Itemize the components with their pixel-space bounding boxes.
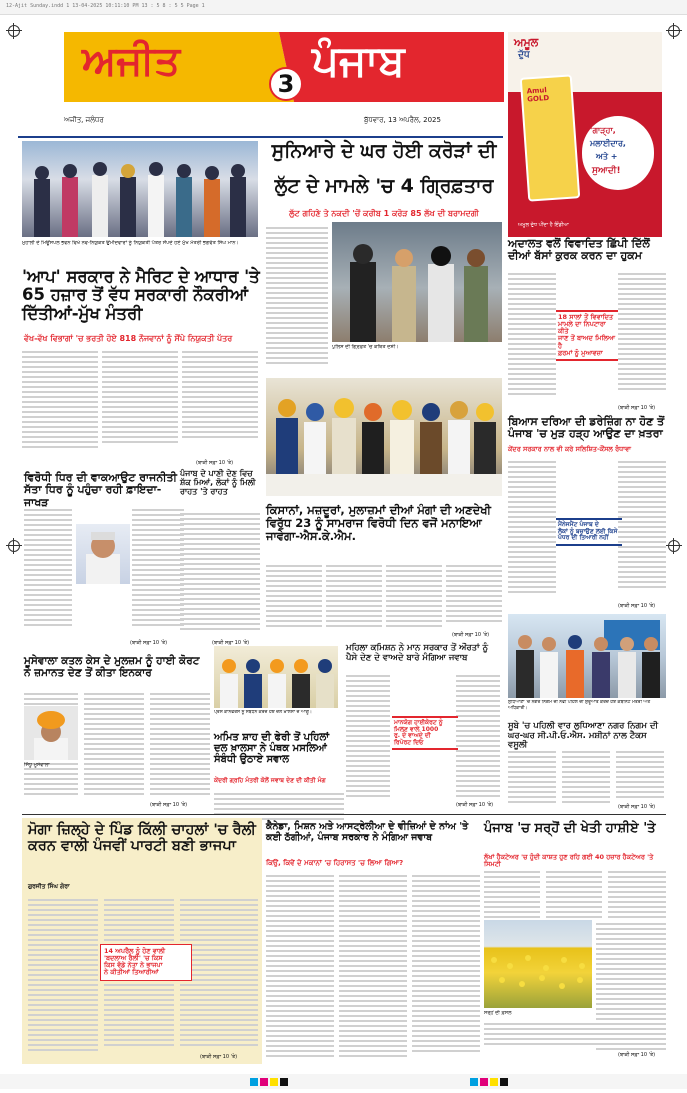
milk-pack-image — [520, 74, 581, 201]
moosewala-caption: ਸਿੱਧੂ ਮੂਸੇਵਾਲਾ — [24, 762, 50, 768]
headline-robbery-2: ਲੁੱਟ ਦੇ ਮਾਮਲੇ 'ਚ 4 ਗ੍ਰਿਫ਼ਤਾਰ — [274, 175, 494, 197]
pullquote-moga — [100, 944, 192, 981]
ad-brand-sub: ਦੁੱਧ — [518, 50, 530, 60]
body-mustard-bottom — [484, 1020, 666, 1048]
cont-court: (ਬਾਕੀ ਸਫ਼ਾ 10 'ਤੇ) — [618, 405, 656, 411]
colour-swatches — [0, 1074, 687, 1089]
amul-advertisement[interactable] — [508, 32, 662, 237]
headline-ludhiana: ਸੂਬੇ 'ਚ ਪਹਿਲੀ ਵਾਰ ਲੁਧਿਆਣਾ ਨਗਰ ਨਿਗਮ ਦੀ ਘਰ-ਘਰ ਸੀ.ਪੀ.ਓ.ਐਸ. ਮਸ਼ੀਨਾਂ ਨਾਲ ਟੈਕਸ ਵਸੂਲੀ — [508, 721, 659, 751]
cont-women: (ਬਾਕੀ ਸਫ਼ਾ 10 'ਤੇ) — [456, 802, 494, 808]
milk-pack-label: Amul GOLD — [526, 86, 550, 104]
ad-footer: ਅਮੂਲ ਦੁੱਧ ਪੀਂਦਾ ਹੈ ਇੰਡੀਆ — [518, 222, 569, 228]
headline-robbery-1: ਸੁਨਿਆਰੇ ਦੇ ਘਰ ਹੋਈ ਕਰੋੜਾਂ ਦੀ — [271, 140, 497, 162]
print-slug-text: 12-Ajit Sunday.indd 1 13-04-2025 10:11:10 PM 13 : 5 8 : 5 5 Page 1 — [6, 3, 205, 9]
pullquote-moga-2: 'ਬਦਲਾਅ ਰੈਲੀ' 'ਚ ਕਿਸ — [104, 954, 163, 963]
mustard-field-texture — [484, 920, 592, 1008]
press-figures — [266, 378, 502, 496]
cont-rivers: (ਬਾਕੀ ਸਫ਼ਾ 10 'ਤੇ) — [618, 603, 656, 609]
headline-farmers: ਕਿਸਾਨਾਂ, ਮਜ਼ਦੂਰਾਂ, ਮੁਲਾਜ਼ਮਾਂ ਦੀਆਂ ਮੰਗਾਂ ਦੀ ਅਣਦੇਖੀ ਵਿਰੁੱਧ 23 ਨੂੰ ਸਾਮਰਾਜ ਵਿਰੋਧੀ ਦਿਨ ਵਜੋਂ ਮਨਾਇਆ ਜਾਵੇਗਾ-ਐਸ.ਕੇ.ਐਮ. — [266, 503, 491, 543]
masthead-title-right: ਪੰਜਾਬ — [312, 36, 405, 85]
body-water — [180, 510, 260, 633]
print-colour-bar — [0, 1074, 687, 1089]
jakhar-portrait — [76, 524, 130, 584]
ludhiana-photo — [508, 614, 666, 698]
byline-moga: ਗੁਰਜੀਤ ਸਿੰਘ ਗੋਰਾ — [28, 883, 70, 890]
masthead — [64, 32, 504, 130]
pullquote-women-2: ਮਿਲਣ ਵਾਲੇ 1000 — [394, 725, 439, 733]
headline-court: ਅਦਾਲਤ ਵਲੋਂ ਵਿਵਾਦਿਤ ਛਿੱਪੀ ਦਿੱਲੋਂ ਦੀਆਂ ਬੱਸਾਂ ਕੁਰਕ ਕਰਨ ਦਾ ਹੁਕਮ — [508, 237, 650, 263]
pullquote-court-1: 18 ਸਾਲਾਂ ਤੋਂ ਵਿਵਾਦਿਤ — [558, 313, 614, 321]
cont-ludhiana: (ਬਾਕੀ ਸਫ਼ਾ 10 'ਤੇ) — [618, 804, 656, 810]
pullquote-moga-4: ਨੇ ਕੀਤੀਆਂ ਤਿਆਰੀਆਂ — [104, 968, 159, 977]
pullquote-rivers-1: ਮੈਂਨੇਜਮੈਂਟ ਪੰਜਾਬ ਦੇ — [558, 521, 599, 528]
pullquote-moga-3: ਕਿਸ ਵੱਡੇ ਨੇਤਾ ਨੇ ਭਾਜਪਾ — [104, 961, 163, 970]
pullquote-moga-1: 14 ਅਪਰੈਲ ਨੂੰ ਹੋਣ ਵਾਲੀ — [104, 947, 166, 955]
ad-slogan-2: ਮਲਾਈਦਾਰ, — [590, 139, 626, 148]
masthead-rule — [18, 136, 503, 138]
body-jobs — [22, 348, 260, 460]
moosewala-figure — [24, 706, 78, 760]
headline-women-commission: ਮਹਿਲਾ ਕਮਿਸ਼ਨ ਨੇ ਮਾਨ ਸਰਕਾਰ ਤੋਂ ਔਰਤਾਂ ਨੂੰ ਪੈਸੇ ਦੇਣ ਦੇ ਵਾਅਦੇ ਬਾਰੇ ਮੰਗਿਆ ਜਵਾਬ — [346, 643, 488, 663]
pullquote-women-3: ਰੁ. ਦੇ ਵਾਅਦੇ ਦੀ — [394, 732, 431, 740]
pullquote-women — [392, 716, 458, 750]
dal-khalsa-caption: ਪ੍ਰੈਸ ਕਾਨਫਰੰਸ ਨੂੰ ਸੰਬੋਧਨ ਕਰਦੇ ਹੋਏ ਦਲ ਖ਼ਾਲਸਾ ਦੇ ਆਗੂ। — [214, 710, 312, 715]
pullquote-rivers-3: ਪੱਧਰ ਦੀ ਤਿਆਰੀ ਨਹੀਂ — [558, 534, 609, 542]
bottom-band-rule — [22, 814, 666, 815]
registration-mark-icon — [668, 540, 680, 552]
pullquote-rivers — [556, 518, 622, 546]
dal-khalsa-figures — [214, 646, 338, 708]
ad-slogan-4: ਸੁਆਦੀ! — [592, 166, 621, 176]
headline-rivers: ਬਿਆਸ ਦਰਿਆ ਦੀ ਡਰੇਜ਼ਿੰਗ ਨਾ ਹੋਣ ਤੋਂ ਪੰਜਾਬ 'ਚ ਮੁੜ ਹੜ੍ਹ ਆਉਣ ਦਾ ਖ਼ਤਰਾ — [508, 415, 665, 441]
kicker-amit-shah: ਕੇਂਦਰੀ ਗ੍ਰਹਿ ਮੰਤਰੀ ਕੋਲੋਂ ਜਵਾਬ ਦੇਣ ਦੀ ਕੀਤੀ ਮੰਗ — [214, 777, 326, 784]
edition-label: ਅਜੀਤ, ਜਲੰਧਰ — [64, 116, 104, 124]
pullquote-women-4: ਰਿਪੋਰਟ ਦਿਓ — [394, 738, 424, 746]
cm-photo-caption: ਮੁਹਾਲੀ ਦੇ ਮਿਊਂਸਪਲ ਭਵਨ ਵਿਖੇ ਨਵ-ਨਿਯੁਕਤ ਉਮੀਦਵਾਰਾਂ ਨੂੰ ਨਿਯੁਕਤੀ ਪੱਤਰ ਸੌਂਪਦੇ ਹੋਏ ਮੁੱਖ ਮੰਤਰੀ ਭਗਵੰਤ ਸਿੰਘ ਮਾਨ। — [22, 240, 239, 246]
cont-water: (ਬਾਕੀ ਸਫ਼ਾ 10 'ਤੇ) — [212, 640, 250, 646]
arrest-caption: ਪੁਲਿਸ ਦੀ ਗ੍ਰਿਫ਼ਤ 'ਚ ਕਥਿਤ ਦੋਸ਼ੀ। — [332, 344, 399, 350]
kicker-rivers: ਕੇਂਦਰ ਸਰਕਾਰ ਨਾਲ ਵੀ ਕਰੇ ਸਲਿਸ਼ਿਤ-ਕੌਂਸਲ ਰੰਧਾਵਾ — [508, 445, 631, 453]
page-number: 3 — [277, 70, 295, 98]
kicker-jobs: ਵੱਖ-ਵੱਖ ਵਿਭਾਗਾਂ 'ਚ ਭਰਤੀ ਹੋਏ 818 ਨੌਜਵਾਨਾਂ ਨੂੰ ਸੌਂਪੇ ਨਿਯੁਕਤੀ ਪੱਤਰ — [24, 334, 233, 343]
body-visa-fraud — [266, 872, 480, 1062]
cm-event-photo — [22, 141, 258, 237]
cont-farmers: (ਬਾਕੀ ਸਫ਼ਾ 10 'ਤੇ) — [452, 632, 490, 638]
cont-moga: (ਬਾਕੀ ਸਫ਼ਾ 10 'ਤੇ) — [200, 1054, 238, 1060]
pullquote-court — [556, 310, 618, 361]
cont-mustard: (ਬਾਕੀ ਸਫ਼ਾ 10 'ਤੇ) — [618, 1052, 656, 1058]
ad-brand: ਅਮੂਲ — [514, 36, 539, 49]
ad-slogan-3: ਅਤੇ + — [596, 152, 618, 161]
pullquote-rivers-2: ਲੋਕਾਂ ਨੂੰ ਬਚਾਉਣ ਲਈ ਕਿਸੇ — [558, 527, 618, 535]
cont-moosewala: (ਬਾਕੀ ਸਫ਼ਾ 10 'ਤੇ) — [150, 802, 188, 808]
headline-moga: ਮੋਗਾ ਜ਼ਿਲ੍ਹੇ ਦੇ ਪਿੰਡ ਕਿੱਲੀ ਚਾਹਲਾਂ 'ਚ ਰੈਲੀ ਕਰਨ ਵਾਲੀ ਪੰਜਵੀਂ ਪਾਰਟੀ ਬਣੀ ਭਾਜਪਾ — [28, 822, 256, 855]
mustard-caption: ਸਰ੍ਹੋਂ ਦੀ ਫ਼ਸਲ — [484, 1010, 512, 1016]
pullquote-court-3: ਜਾਣ ਤੋਂ ਬਾਅਦ ਮਿਲਿਆ ਹੈ — [558, 334, 616, 350]
body-robbery-col1 — [266, 224, 328, 367]
headline-walkout: ਵਿਰੋਧੀ ਧਿਰ ਦੀ ਵਾਕਆਉਟ ਰਾਜਨੀਤੀ ਸੱਤਾ ਧਿਰ ਨੂੰ ਪਹੁੰਚਾ ਰਹੀ ਫ਼ਾਇਦਾ-ਜਾਖੜ — [24, 471, 177, 509]
body-ludhiana — [508, 748, 666, 808]
body-farmers — [266, 562, 502, 638]
dal-khalsa-photo — [214, 646, 338, 708]
ludhiana-figures — [508, 614, 666, 698]
headline-amit-shah: ਅਮਿਤ ਸ਼ਾਹ ਦੀ ਫੇਰੀ ਤੋਂ ਪਹਿਲਾਂ ਦਲ ਖ਼ਾਲਸਾ ਨੇ ਪੰਥਕ ਮਸਲਿਆਂ ਸੰਬੰਧੀ ਉਠਾਏ ਸਵਾਲ — [214, 732, 330, 766]
issue-date: ਬੁੱਧਵਾਰ, 13 ਅਪਰੈਲ, 2025 — [364, 116, 441, 124]
headline-visa-fraud: ਕੈਨੇਡਾ, ਮਿਸ਼ਨ ਅਤੇ ਆਸਟ੍ਰੇਲੀਆ ਦੇ ਵੀਜ਼ਿਆਂ ਦੇ ਨਾਂਅ 'ਤੇ ਕਈ ਠੱਗੀਆਂ, ਪੰਜਾਬ ਸਰਕਾਰ ਨੇ ਮੰਗਿਆ ਜਵਾਬ — [266, 821, 469, 843]
portrait-figure — [76, 524, 130, 584]
pullquote-court-2: ਮਾਮਲੇ ਦਾ ਨਿਪਟਾਰਾ ਕੀਤੇ — [558, 320, 606, 336]
registration-mark-icon — [8, 540, 20, 552]
headline-moosewala: ਮੂਸੇਵਾਲਾ ਕਤਲ ਕੇਸ ਦੇ ਮੁਲਜ਼ਮ ਨੂੰ ਹਾਈ ਕੋਰਟ ਨੇ ਜ਼ਮਾਨਤ ਦੇਣ ਤੋਂ ਕੀਤਾ ਇਨਕਾਰ — [24, 655, 200, 679]
ludhiana-caption: ਲੁਧਿਆਣਾ 'ਚ ਨਗਰ ਨਿਗਮ ਦੀ ਨਵੀਂ ਪਹਿਲ ਦੀ ਸ਼ੁਰੂਆਤ ਕਰਦੇ ਹੋਏ ਕੈਬਨਿਟ ਮੰਤਰੀ ਅਤੇ ਅਧਿਕਾਰੀ। — [508, 700, 651, 711]
ad-slogan-1: 'ਗਾੜ੍ਹਾ, — [590, 126, 616, 135]
kicker-mustard: ਲੱਖਾਂ ਹੈਕਟੇਅਰ 'ਚ ਹੁੰਦੀ ਕਾਸ਼ਤ ਹੁਣ ਰਹਿ ਗਈ 40 ਹਜ਼ਾਰ ਹੈਕਟੇਅਰ 'ਤੇ ਸਿਮਟੀ — [484, 853, 654, 869]
arrest-photo — [332, 222, 502, 342]
headline-jobs: 'ਆਪ' ਸਰਕਾਰ ਨੇ ਮੈਰਿਟ ਦੇ ਆਧਾਰ 'ਤੇ 65 ਹਜ਼ਾਰ ਤੋਂ ਵੱਧ ਸਰਕਾਰੀ ਨੌਕਰੀਆਂ ਦਿੱਤੀਆਂ-ਮੁੱਖ ਮੰਤਰੀ — [22, 267, 260, 323]
kicker-robbery: ਲੁੱਟ ਗਹਿਣੇ ਤੇ ਨਕਦੀ 'ਚੋਂ ਕਰੀਬ 1 ਕਰੋੜ 85 ਲੱਖ ਦੀ ਬਰਾਮਦਗੀ — [289, 209, 479, 218]
press-conference-photo — [266, 378, 502, 496]
registration-mark-icon — [668, 25, 680, 37]
pullquote-court-4: ਫ਼ਰਮਾਂ ਨੂੰ ਮੁਆਵਜ਼ਾ — [558, 348, 603, 357]
pullquote-women-1: ਮਾਨਯੋਗ ਹਾਈਕੋਰਟ ਨੂੰ — [394, 719, 443, 726]
arrest-figures — [332, 222, 502, 342]
mustard-field-photo — [484, 920, 592, 1008]
cont-jobs: (ਬਾਕੀ ਸਫ਼ਾ 10 'ਤੇ) — [196, 460, 234, 466]
people-silhouettes — [22, 141, 258, 237]
cont-walkout: (ਬਾਕੀ ਸਫ਼ਾ 10 'ਤੇ) — [130, 640, 168, 646]
registration-mark-icon — [8, 25, 20, 37]
print-slug — [0, 0, 687, 15]
moosewala-portrait — [24, 706, 78, 760]
kicker-visa-fraud: ਕਿਉਂ, ਕਿਵੇਂ ਦੇ ਮਕਾਨਾਂ 'ਚ ਹਿਰਾਸਤ 'ਚ ਲਿਆ ਗਿਆ? — [266, 859, 404, 867]
headline-mustard: ਪੰਜਾਬ 'ਚ ਸਰ੍ਹੋਂ ਦੀ ਖੇਤੀ ਹਾਸ਼ੀਏ 'ਤੇ — [484, 821, 656, 836]
headline-water: ਪੰਜਾਬ ਦੇ ਪਾਣੀ ਦੇਣ ਵਿਚ ਸ਼ੱਕ ਮਿਆਂ, ਲੋਕਾਂ ਨੂੰ ਮਿਲੀ ਰਾਹਤ 'ਤੇ ਰਾਹਤ — [180, 469, 256, 496]
masthead-title-left: ਅਜੀਤ — [82, 38, 181, 84]
